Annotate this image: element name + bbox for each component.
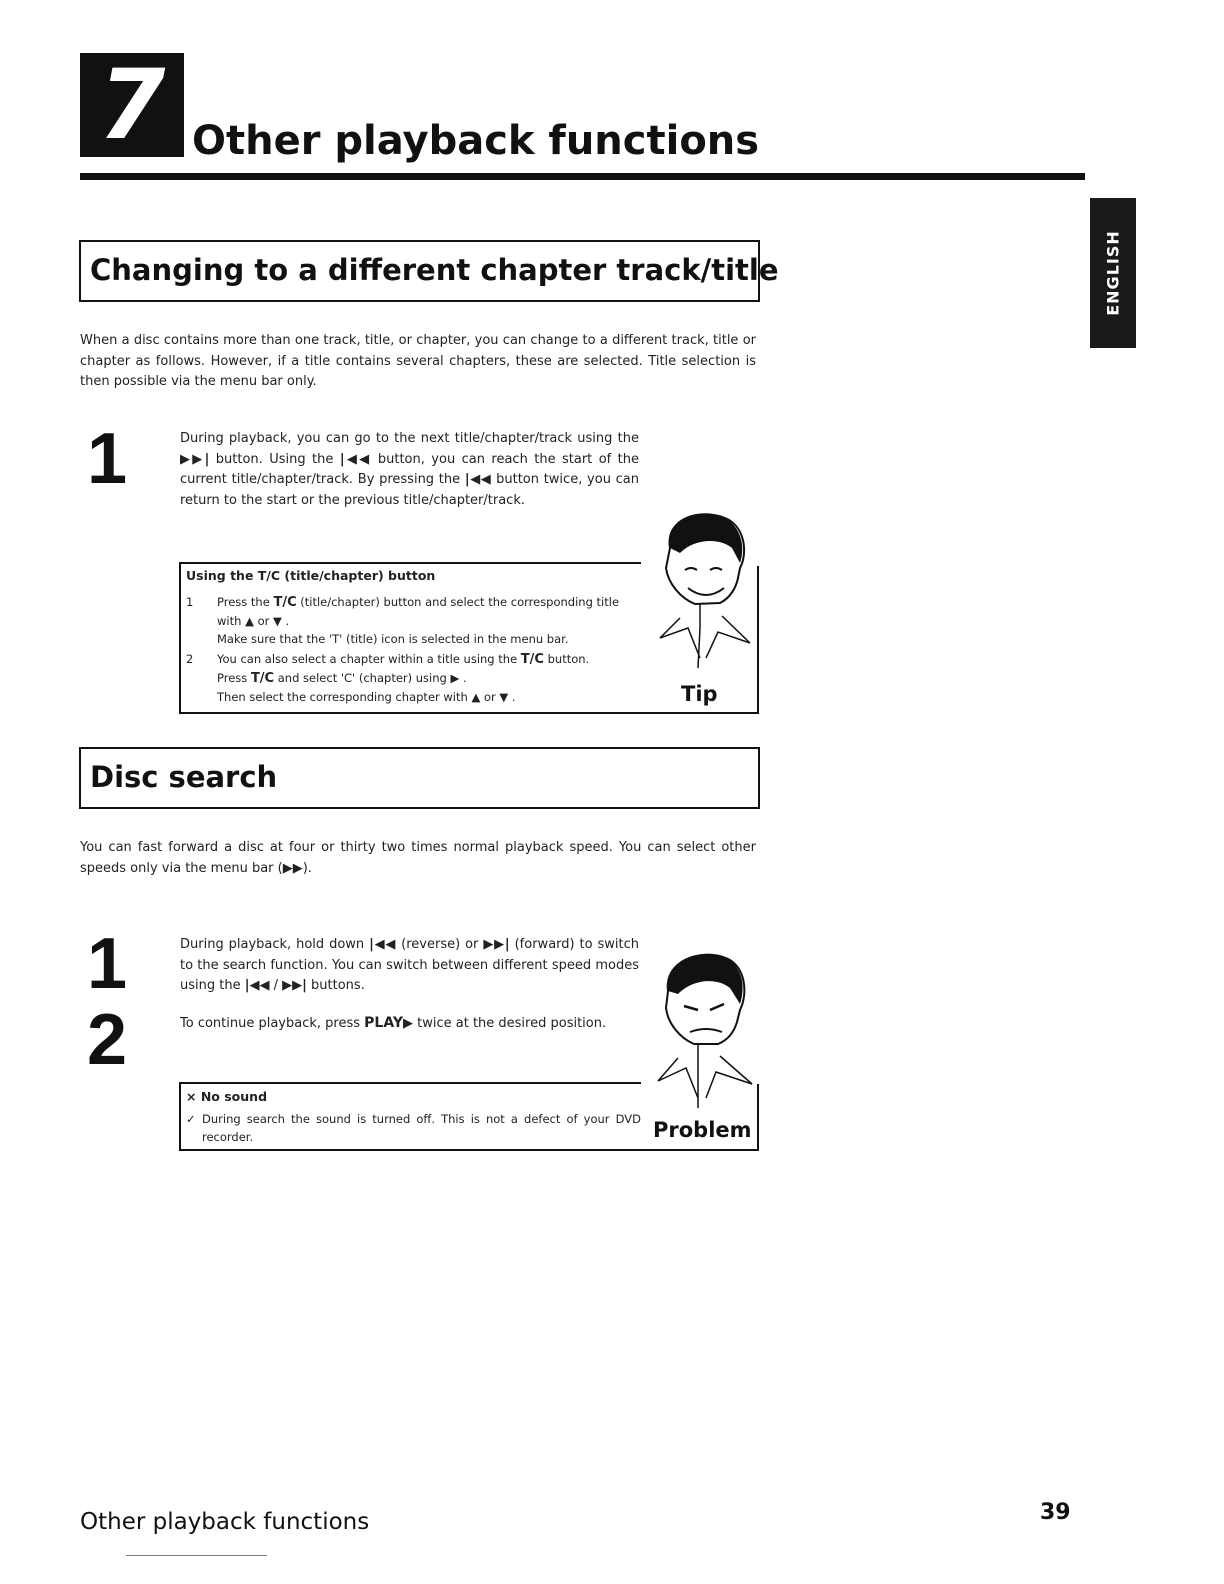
down-icon: ▼ (273, 614, 282, 628)
tip-item-1: 1 Press the T/C (title/chapter) button and select the corresponding title with ▲ or ▼ . Make sure that the 'T' (title) icon is selected in the menu bar. (186, 595, 620, 646)
problem-character-illustration (640, 946, 760, 1116)
section1-intro: When a disc contains more than one track, title, or chapter, you can change to a different track, title or chapter as follows. However, if a title contains several chapters, these are selected. Title selection is then possible via the menu bar only. (80, 333, 756, 389)
language-tab-label: ENGLISH (1103, 230, 1123, 316)
next-icon: ▶▶| (282, 978, 307, 993)
chapter-divider (80, 173, 1085, 180)
prev-icon: |◀◀ (339, 451, 372, 467)
prev-icon: |◀◀ (244, 978, 270, 993)
problem-label: Problem (653, 1118, 752, 1142)
footer-link-underline (126, 1555, 267, 1556)
right-icon: ▶ (450, 671, 460, 685)
tip-label: Tip (681, 682, 718, 706)
section2-intro: You can fast forward a disc at four or thirty two times normal playback speed. You can select other speeds only via the menu bar (▶▶). (80, 840, 756, 876)
down-icon: ▼ (499, 690, 509, 704)
play-label: PLAY (364, 1015, 403, 1031)
problem-heading: × No sound (186, 1089, 268, 1104)
language-tab (1090, 198, 1136, 348)
check-icon: ✓ (186, 1112, 196, 1126)
footer-title: Other playback functions (80, 1509, 370, 1535)
fast-forward-icon: ▶▶ (282, 860, 303, 876)
chapter-number: 7 (80, 53, 184, 157)
section-heading-text: Disc search (90, 760, 278, 794)
step-number: 1 (87, 924, 128, 1004)
cross-icon: × (186, 1089, 197, 1104)
step-number: 1 (87, 419, 128, 499)
tip-item-2: 2 You can also select a chapter within a title using the T/C button. Press T/C and select 'C' (chapter) using ▶ . Then select the corresponding chapter with ▲ or ▼ . (186, 652, 590, 704)
next-icon: ▶▶| (180, 451, 210, 467)
section2-step2-text: To continue playback, press PLAY▶ twice at the desired position. (180, 1015, 607, 1031)
problem-item: ✓ During search the sound is turned off. This is not a defect of your DVD recorder. (186, 1112, 641, 1144)
step-number: 2 (87, 1000, 128, 1080)
section1-step1-text: During playback, you can go to the next title/chapter/track using the ▶▶| button. Using the |◀◀ button, you can reach the start of the current title/chapter/track. By pressing the |◀◀ button twice, you can return to the start or the previous title/chapter/track. (180, 431, 640, 508)
problem-content (186, 1088, 641, 1146)
up-icon: ▲ (245, 614, 254, 628)
tip-content (186, 567, 641, 706)
section-heading-chapter-change (79, 240, 779, 302)
problem-box-top-rule (179, 1082, 641, 1084)
tip-heading: Using the T/C (title/chapter) button (186, 568, 436, 583)
section2-step1-text: During playback, hold down |◀◀ (reverse) or ▶▶| (forward) to switch to the search function. You can switch between different speed modes using the |◀◀ / ▶▶| buttons. (180, 937, 639, 993)
prev-icon: |◀◀ (369, 937, 397, 952)
section-heading-text: Changing to a different chapter track/title (90, 253, 779, 287)
tip-character-illustration (640, 508, 760, 678)
prev-icon: |◀◀ (464, 472, 492, 487)
play-icon: ▶ (402, 1016, 413, 1031)
next-icon: ▶▶| (483, 937, 510, 952)
tip-box-top-rule (179, 562, 641, 564)
section-heading-disc-search (79, 747, 760, 809)
page-number: 39 (1040, 1500, 1071, 1525)
up-icon: ▲ (471, 690, 481, 704)
chapter-title: Other playback functions (192, 118, 760, 164)
